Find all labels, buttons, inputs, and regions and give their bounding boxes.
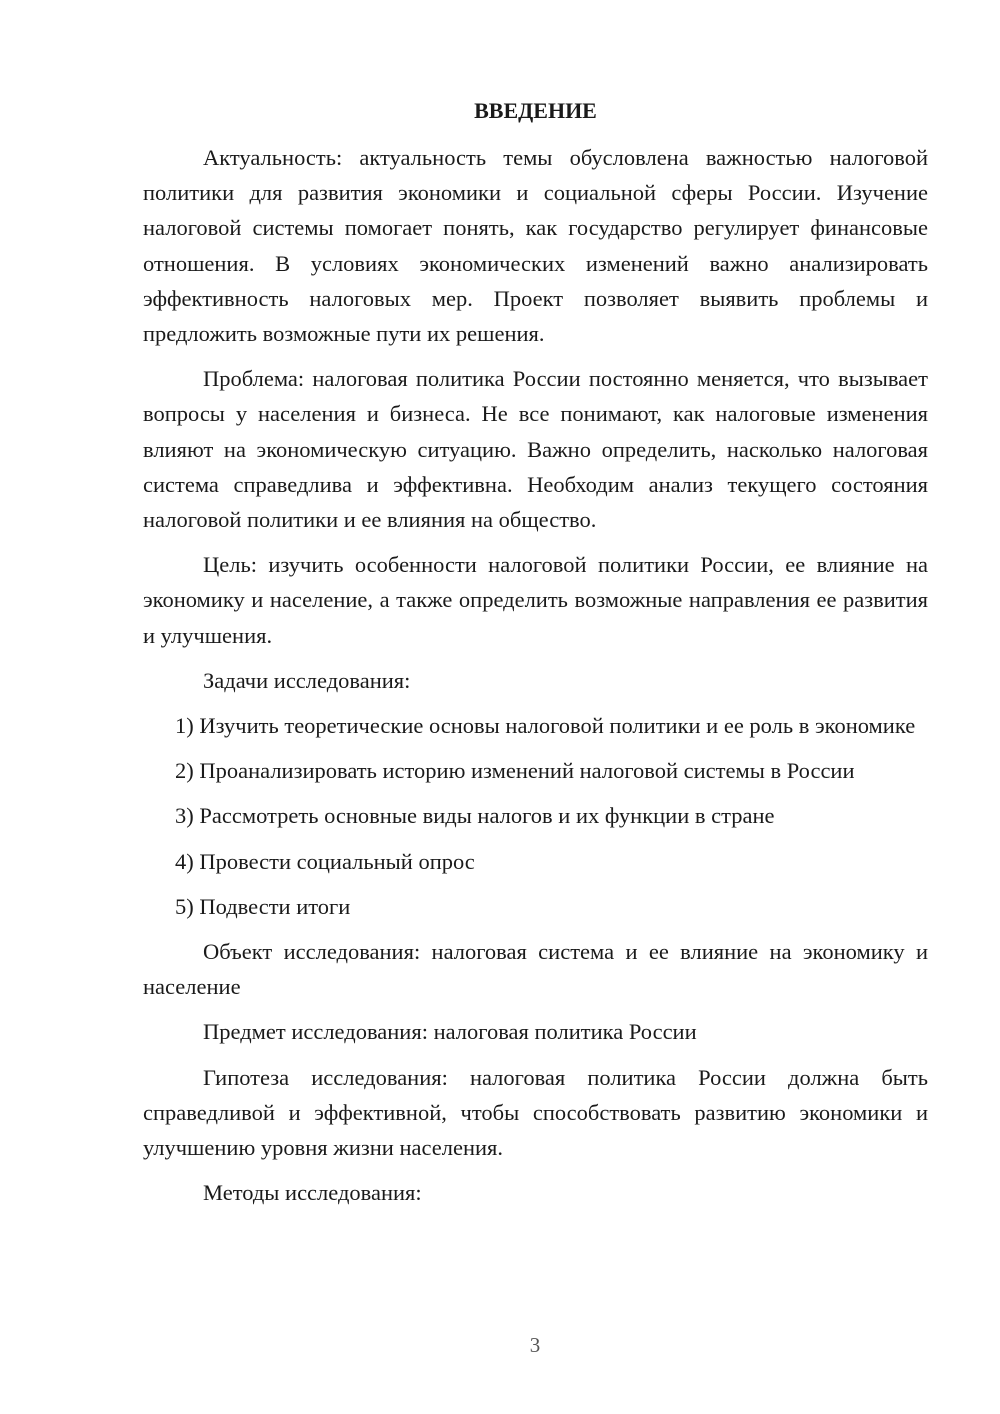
task-item-5: 5) Подвести итоги <box>175 893 351 919</box>
paragraph-hypothesis: Гипотеза исследования: налоговая политика России должна быть справедливой и эффективной, чтобы способствовать развитию экономики и улучшению уровня жизни населения. <box>143 1064 928 1161</box>
page-content <box>143 92 928 1220</box>
task-item-3: 3) Рассмотреть основные виды налогов и их функции в стране <box>175 803 775 829</box>
paragraph-relevance: Актуальность: актуальность темы обусловлена важностью налоговой политики для развития экономики и социальной сферы России. Изучение налоговой системы помогает понять, как государство регулирует финансовые отношения. В условиях экономических изменений важно анализировать эффективность налоговых мер. Проект позволяет выявить проблемы и предложить возможные пути их решения. <box>143 145 928 347</box>
page-number: 3 <box>529 1333 541 1357</box>
paragraph-problem: Проблема: налоговая политика России постоянно меняется, что вызывает вопросы у населения и бизнеса. Не все понимают, как налоговые изменения влияют на экономическую ситуацию. Важно определить, насколько налоговая система справедлива и эффективна. Необходим анализ текущего состояния налоговой политики и ее влияния на общество. <box>143 366 928 533</box>
section-heading: ВВЕДЕНИЕ <box>474 98 597 123</box>
paragraph-goal: Цель: изучить особенности налоговой политики России, ее влияние на экономику и население, а также определить возможные направления ее развития и улучшения. <box>143 552 928 648</box>
task-item-4: 4) Провести социальный опрос <box>175 848 475 874</box>
task-item-2: 2) Проанализировать историю изменений налоговой системы в России <box>175 758 855 784</box>
paragraph-subject: Предмет исследования: налоговая политика России <box>203 1019 697 1045</box>
paragraph-object: Объект исследования: налоговая система и ее влияние на экономику и население <box>143 939 928 1000</box>
task-item-1: 1) Изучить теоретические основы налоговой политики и ее роль в экономике <box>175 713 916 739</box>
paragraph-tasks-heading: Задачи исследования: <box>203 667 411 693</box>
paragraph-methods: Методы исследования: <box>203 1180 422 1206</box>
